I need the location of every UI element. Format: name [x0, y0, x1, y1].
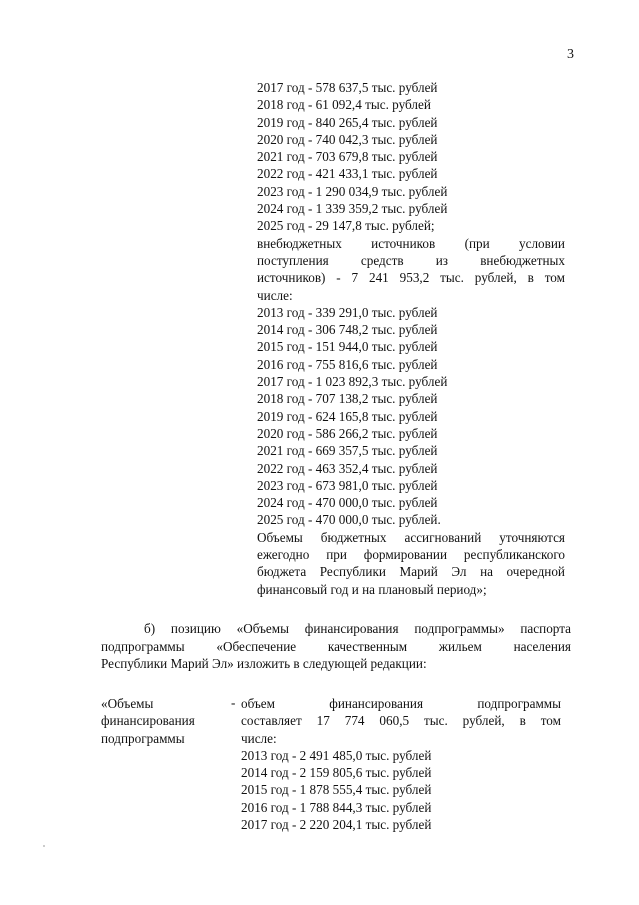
year-line: 2013 год - 339 291,0 тыс. рублей: [257, 304, 438, 320]
passport-value-line: числе:: [241, 730, 277, 746]
year-line: 2025 год - 470 000,0 тыс. рублей.: [257, 512, 441, 528]
paragraph-b: [101, 620, 571, 673]
year-line: 2020 год - 740 042,3 тыс. рублей: [257, 131, 438, 147]
passport-value-line: объем финансирования подпрограммы: [241, 696, 561, 711]
passport-label-line: «Объемы: [101, 696, 154, 711]
year-line: 2023 год - 673 981,0 тыс. рублей: [257, 477, 438, 493]
year-line: 2022 год - 421 433,1 тыс. рублей: [257, 166, 438, 182]
paragraph-b-line: Республики Марий Эл» изложить в следующей редакции:: [101, 656, 427, 671]
year-line: 2014 год - 2 159 805,6 тыс. рублей: [241, 765, 432, 781]
year-line: 2016 год - 755 816,6 тыс. рублей: [257, 356, 438, 372]
note-text-line: Объемы бюджетных ассигнований уточняются: [257, 529, 565, 545]
year-line: 2013 год - 2 491 485,0 тыс. рублей: [241, 747, 432, 763]
note-text-line: финансовый год и на плановый период»;: [257, 581, 487, 597]
year-line: 2020 год - 586 266,2 тыс. рублей: [257, 425, 438, 441]
offbudget-text-line: источников) - 7 241 953,2 тыс. рублей, в том: [257, 270, 565, 286]
passport-label: [101, 695, 231, 747]
year-line: 2018 год - 707 138,2 тыс. рублей: [257, 391, 438, 407]
year-line: 2014 год - 306 748,2 тыс. рублей: [257, 322, 438, 338]
year-line: 2016 год - 1 788 844,3 тыс. рублей: [241, 799, 432, 815]
year-line: 2024 год - 1 339 359,2 тыс. рублей: [257, 201, 448, 217]
offbudget-text-line: поступления средств из внебюджетных: [257, 252, 565, 268]
year-line: 2015 год - 1 878 555,4 тыс. рублей: [241, 782, 432, 798]
year-line: 2021 год - 669 357,5 тыс. рублей: [257, 443, 438, 459]
passport-dash: -: [231, 695, 236, 710]
year-line: 2015 год - 151 944,0 тыс. рублей: [257, 339, 438, 355]
year-line: 2022 год - 463 352,4 тыс. рублей: [257, 460, 438, 476]
offbudget-text-line: внебюджетных источников (при условии: [257, 235, 565, 251]
page-number: 3: [567, 47, 574, 62]
year-line: 2019 год - 840 265,4 тыс. рублей: [257, 114, 438, 130]
year-line: 2017 год - 2 220 204,1 тыс. рублей: [241, 817, 432, 833]
passport-label-line: подпрограммы: [101, 730, 185, 746]
year-line: 2024 год - 470 000,0 тыс. рублей: [257, 495, 438, 511]
offbudget-text-line: числе:: [257, 287, 293, 303]
note-text-line: бюджета Республики Марий Эл на очередной: [257, 564, 565, 580]
year-line: 2017 год - 1 023 892,3 тыс. рублей: [257, 374, 448, 390]
year-line: 2017 год - 578 637,5 тыс. рублей: [257, 80, 438, 95]
scan-speck: [43, 845, 45, 847]
year-line: 2018 год - 61 092,4 тыс. рублей: [257, 97, 431, 113]
passport-value-line: составляет 17 774 060,5 тыс. рублей, в том: [241, 713, 561, 729]
paragraph-b-line: подпрограммы «Обеспечение качественным жильем населения: [101, 638, 571, 654]
funding-continuation-block: [257, 79, 565, 598]
year-line: 2023 год - 1 290 034,9 тыс. рублей: [257, 183, 448, 199]
passport-label-line: финансирования: [101, 713, 195, 729]
paragraph-b-line: б) позицию «Объемы финансирования подпрограммы» паспорта: [144, 621, 571, 636]
passport-value: [241, 695, 561, 833]
year-line: 2021 год - 703 679,8 тыс. рублей: [257, 149, 438, 165]
year-line: 2019 год - 624 165,8 тыс. рублей: [257, 408, 438, 424]
note-text-line: ежегодно при формировании республиканского: [257, 547, 565, 563]
year-line: 2025 год - 29 147,8 тыс. рублей;: [257, 218, 435, 234]
